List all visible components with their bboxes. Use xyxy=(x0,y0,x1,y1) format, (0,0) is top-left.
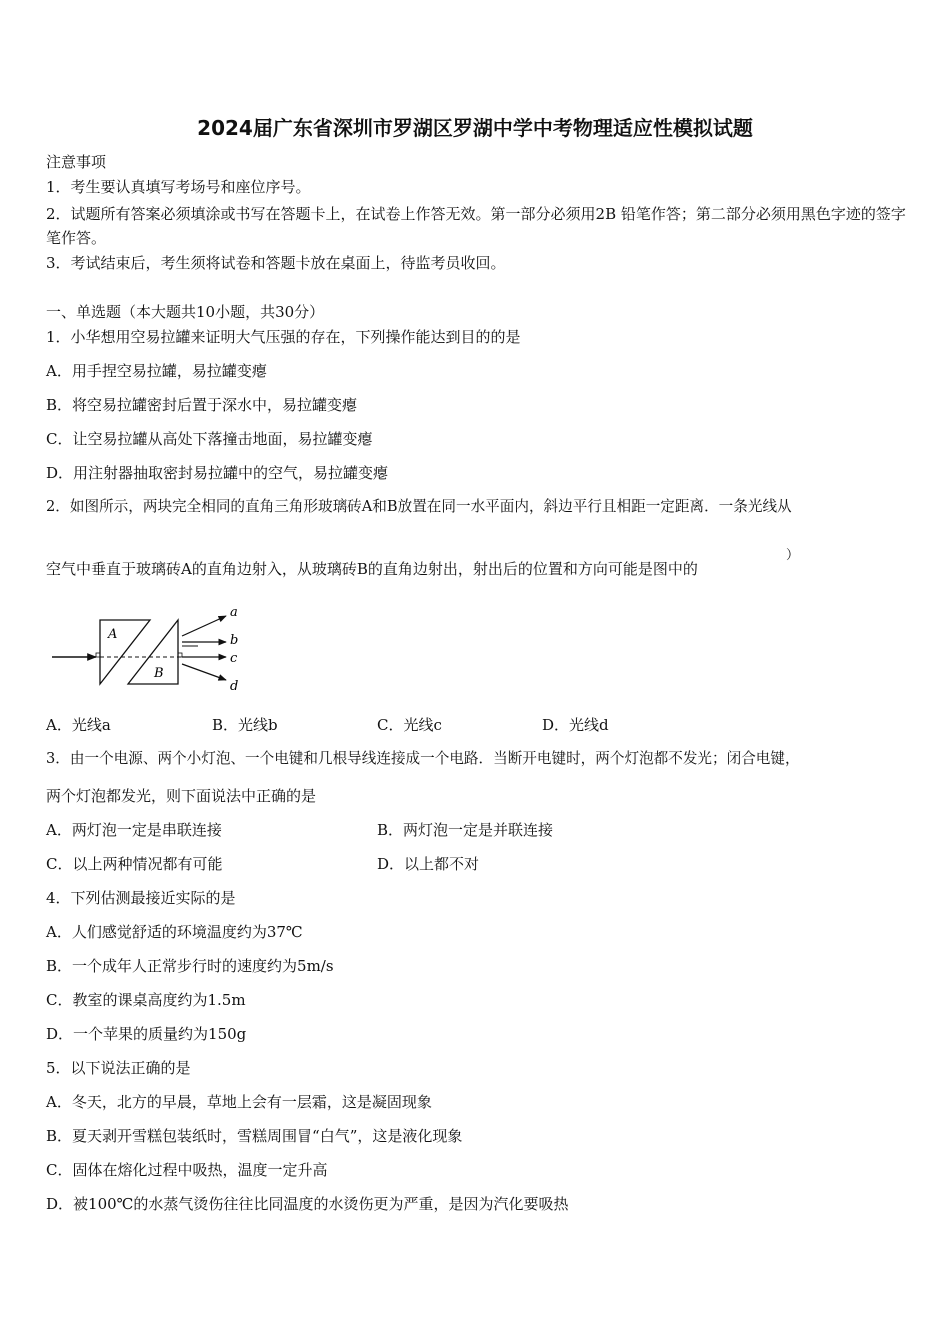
section-heading: 一、单选题（本大题共10小题，共30分） xyxy=(46,303,325,321)
question-5-option-b: B．夏天剥开雪糕包装纸时，雪糕周围冒“白气”，这是液化现象 xyxy=(46,1127,463,1145)
page-title: 2024届广东省深圳市罗湖区罗湖中学中考物理适应性模拟试题 xyxy=(197,116,753,140)
question-5-option-d: D．被100℃的水蒸气烫伤往往比同温度的水烫伤更为严重，是因为汽化要吸热 xyxy=(46,1195,569,1213)
label-ray-a: a xyxy=(230,605,238,620)
question-3-option-c: C．以上两种情况都有可能 xyxy=(46,855,223,873)
question-2-option-c: C．光线c xyxy=(377,716,442,734)
question-2-option-b: B．光线b xyxy=(212,716,278,734)
question-3-option-a: A．两灯泡一定是串联连接 xyxy=(46,821,222,839)
question-2-stem-line2: 空气中垂直于玻璃砖A的直角边射入，从玻璃砖B的直角边射出，射出后的位置和方向可能是图中的 xyxy=(46,560,698,578)
prism-b xyxy=(128,620,178,684)
question-5-stem: 5．以下说法正确的是 xyxy=(46,1059,191,1077)
label-a-prism: A xyxy=(108,627,118,642)
question-4-option-c: C．教室的课桌高度约为1.5m xyxy=(46,991,246,1009)
question-1-option-a: A．用手捏空易拉罐，易拉罐变瘪 xyxy=(46,362,267,380)
question-3-option-b: B．两灯泡一定是并联连接 xyxy=(377,821,554,839)
prism-diagram xyxy=(46,598,256,698)
label-ray-c: c xyxy=(230,651,238,666)
ray-a xyxy=(182,616,226,636)
ray-d xyxy=(182,664,226,680)
question-4-option-a: A．人们感觉舒适的环境温度约为37℃ xyxy=(46,923,303,941)
notice-heading: 注意事项 xyxy=(46,153,107,171)
question-3-option-d: D．以上都不对 xyxy=(377,855,480,873)
question-4-stem: 4．下列估测最接近实际的是 xyxy=(46,889,236,907)
label-b-prism: B xyxy=(154,666,164,681)
question-1-stem: 1．小华想用空易拉罐来证明大气压强的存在，下列操作能达到目的的是 xyxy=(46,328,521,346)
question-2-option-d: D．光线d xyxy=(542,716,609,734)
question-3-stem-line1: 3．由一个电源、两个小灯泡、一个电键和几根导线连接成一个电路．当断开电键时，两个灯泡都不发光；闭合电键， xyxy=(46,750,800,767)
question-2-option-a: A．光线a xyxy=(46,716,111,734)
question-1-option-d: D．用注射器抽取密封易拉罐中的空气，易拉罐变瘪 xyxy=(46,464,389,482)
question-4-option-b: B．一个成年人正常步行时的速度约为5m/s xyxy=(46,957,334,975)
question-5-option-a: A．冬天，北方的早晨，草地上会有一层霜，这是凝固现象 xyxy=(46,1093,432,1111)
question-1-option-c: C．让空易拉罐从高处下落撞击地面，易拉罐变瘪 xyxy=(46,430,373,448)
notice-item: 2．试题所有答案必须填涂或书写在答题卡上，在试卷上作答无效。第一部分必须用2B 铅笔作答；第二部分必须用黑色字迹的签字笔作答。 xyxy=(46,205,906,247)
question-1-option-b: B．将空易拉罐密封后置于深水中，易拉罐变瘪 xyxy=(46,396,358,414)
question-3-stem-line2: 两个灯泡都发光，则下面说法中正确的是 xyxy=(46,787,317,805)
question-5-option-c: C．固体在熔化过程中吸热，温度一定升高 xyxy=(46,1161,328,1179)
label-ray-d: d xyxy=(230,679,239,694)
question-2-paren: ） xyxy=(786,548,800,563)
label-ray-b: b xyxy=(230,633,239,648)
notice-item: 3．考试结束后，考生须将试卷和答题卡放在桌面上，待监考员收回。 xyxy=(46,254,506,272)
question-2-stem-line1: 2．如图所示，两块完全相同的直角三角形玻璃砖A和B放置在同一水平面内，斜边平行且相距一定距离．一条光线从 xyxy=(46,498,792,515)
question-4-option-d: D．一个苹果的质量约为150g xyxy=(46,1025,247,1043)
notice-item: 1．考生要认真填写考场号和座位序号。 xyxy=(46,178,311,196)
